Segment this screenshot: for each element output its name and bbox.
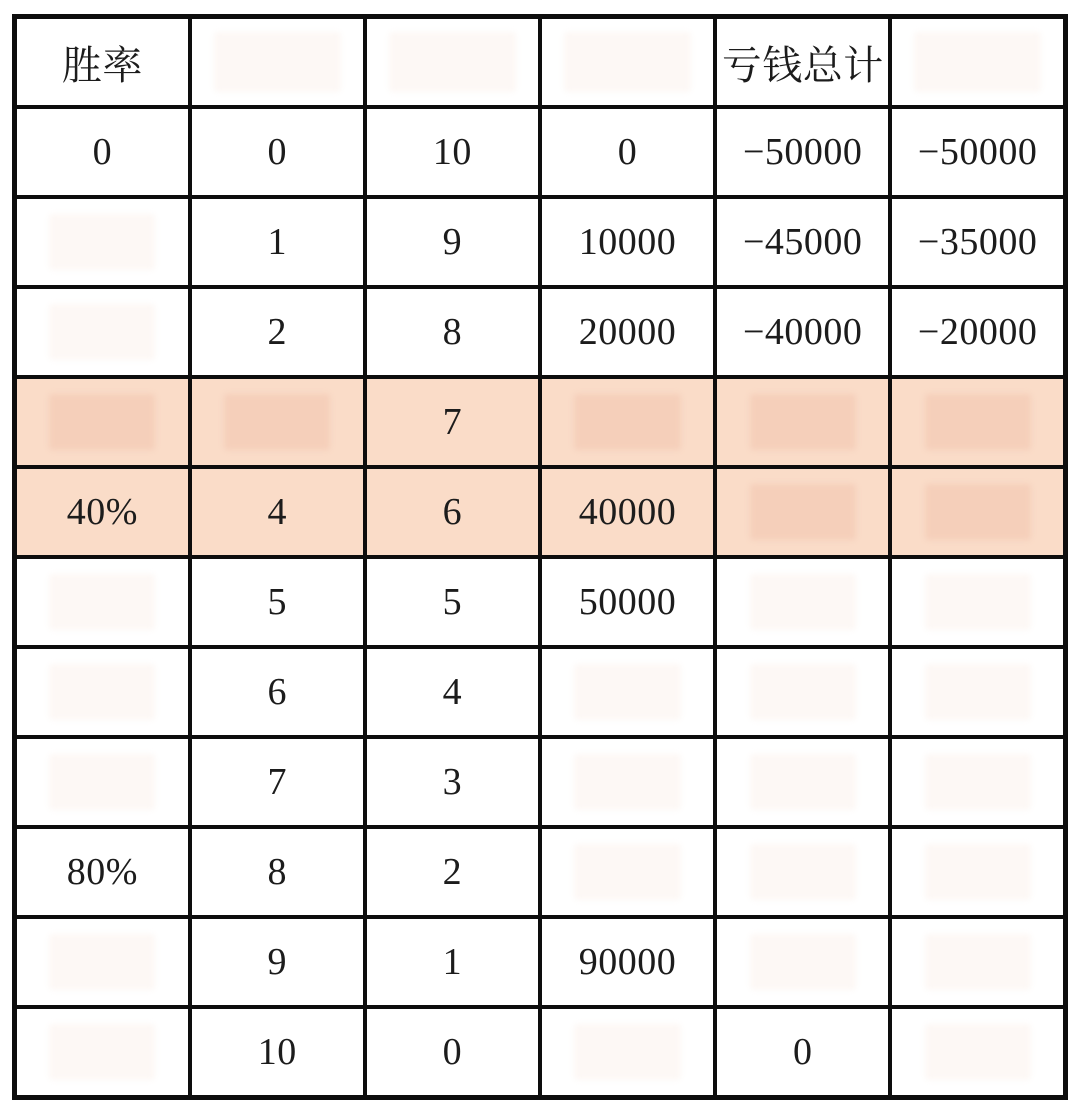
table-cell [890, 737, 1065, 827]
cell-value: 10000 [578, 221, 677, 263]
table-cell [190, 647, 365, 737]
table-cell [190, 287, 365, 377]
redacted-cell-remnant [49, 934, 155, 990]
cell-value: 3 [442, 761, 463, 803]
table-row [15, 917, 1066, 1007]
table-cell [190, 917, 365, 1007]
redacted-cell-remnant [49, 304, 155, 360]
redacted-cell-remnant [574, 394, 680, 450]
table-cell [365, 557, 540, 647]
redacted-cell-remnant [49, 754, 155, 810]
table-cell [190, 737, 365, 827]
cell-value: −20000 [917, 311, 1038, 353]
cell-value: 5 [267, 581, 287, 623]
cell-value: −50000 [917, 131, 1038, 173]
table-cell [540, 557, 715, 647]
cell-value: −50000 [742, 131, 863, 173]
table-cell [890, 917, 1065, 1007]
table-cell [715, 647, 890, 737]
table-cell [715, 827, 890, 917]
table-row [15, 377, 1066, 467]
cell-value: −35000 [917, 221, 1038, 263]
table-row [15, 647, 1066, 737]
redacted-cell-remnant [925, 754, 1031, 810]
cell-value: 8 [442, 311, 463, 353]
table-cell [190, 377, 365, 467]
table-row [15, 107, 1066, 197]
cell-value: 10 [257, 1030, 297, 1073]
redacted-cell-remnant [750, 754, 856, 810]
table-cell [540, 107, 715, 197]
table-cell [540, 737, 715, 827]
worksheet-table [12, 14, 1068, 1100]
table-cell [15, 467, 190, 557]
redacted-cell-remnant [574, 844, 680, 900]
table-body [15, 17, 1066, 1098]
table-row [15, 287, 1066, 377]
cell-value: 8 [267, 851, 287, 893]
cell-value: −40000 [742, 311, 863, 353]
cell-value: 0 [442, 1030, 463, 1073]
redacted-cell-remnant [49, 394, 155, 450]
table-cell [890, 287, 1065, 377]
table-cell [15, 647, 190, 737]
redacted-cell-remnant [49, 574, 155, 630]
table-cell [190, 197, 365, 287]
header-cell [890, 17, 1065, 108]
cell-value: 0 [92, 131, 113, 173]
cell-value: 50000 [578, 581, 677, 623]
cell-value: 1 [442, 941, 463, 983]
table-row [15, 467, 1066, 557]
redacted-cell-remnant [49, 1024, 155, 1080]
redacted-cell-remnant [925, 574, 1031, 630]
cell-value: 0 [617, 131, 638, 173]
redacted-cell-remnant [750, 664, 856, 720]
table-row [15, 197, 1066, 287]
redacted-cell-remnant [750, 574, 856, 630]
cell-value: 4 [442, 671, 463, 713]
table-cell [715, 197, 890, 287]
table-cell [365, 827, 540, 917]
table-row [15, 827, 1066, 917]
header-cell [715, 17, 890, 108]
table-cell [365, 467, 540, 557]
table-cell [365, 377, 540, 467]
redacted-cell-remnant [925, 1024, 1031, 1080]
redacted-cell-remnant [49, 214, 155, 270]
cell-value: 90000 [578, 941, 677, 983]
table-cell [890, 1007, 1065, 1097]
table-cell [365, 287, 540, 377]
table-cell [890, 647, 1065, 737]
table-cell [15, 827, 190, 917]
table-cell [15, 377, 190, 467]
header-cell-label: 亏钱总计 [721, 42, 884, 88]
table-cell [715, 107, 890, 197]
cell-value: 6 [267, 671, 287, 713]
table-cell [190, 557, 365, 647]
cell-value: 40% [66, 491, 138, 533]
cell-value: 9 [442, 221, 463, 263]
cell-value: 7 [442, 401, 463, 443]
table-cell [890, 467, 1065, 557]
header-cell-label: 胜率 [61, 42, 143, 88]
redacted-cell-remnant [925, 844, 1031, 900]
redacted-cell-remnant [574, 664, 680, 720]
table-cell [890, 827, 1065, 917]
table-cell [190, 107, 365, 197]
table-cell [890, 107, 1065, 197]
table-cell [15, 557, 190, 647]
redacted-cell-remnant [574, 1024, 680, 1080]
table-cell [15, 287, 190, 377]
redacted-cell-remnant [750, 844, 856, 900]
cell-value: −45000 [742, 221, 863, 263]
cell-value: 80% [66, 851, 138, 893]
table-cell [15, 1007, 190, 1097]
header-cell [365, 17, 540, 108]
table-cell [715, 377, 890, 467]
cell-value: 0 [267, 131, 287, 173]
cell-value: 9 [267, 941, 287, 983]
table-cell [540, 467, 715, 557]
cell-value: 5 [442, 581, 463, 623]
table-cell [540, 647, 715, 737]
table-cell [890, 377, 1065, 467]
table-cell [365, 647, 540, 737]
table-cell [540, 917, 715, 1007]
table-cell [15, 197, 190, 287]
redacted-cell-remnant [389, 32, 516, 92]
redacted-cell-remnant [574, 754, 680, 810]
table-cell [365, 107, 540, 197]
table-cell [190, 1007, 365, 1097]
table-cell [365, 917, 540, 1007]
table-cell [190, 827, 365, 917]
redacted-cell-remnant [925, 664, 1031, 720]
table-row [15, 557, 1066, 647]
cell-value: 1 [267, 221, 287, 263]
table-header-row [15, 17, 1066, 108]
table-cell [15, 737, 190, 827]
table-cell [15, 107, 190, 197]
redacted-cell-remnant [224, 394, 330, 450]
cell-value: 6 [442, 491, 463, 533]
header-cell [15, 17, 190, 108]
table-cell [540, 1007, 715, 1097]
table-row [15, 1007, 1066, 1097]
redacted-cell-remnant [750, 934, 856, 990]
redacted-cell-remnant [925, 484, 1031, 540]
redacted-cell-remnant [750, 394, 856, 450]
redacted-cell-remnant [750, 484, 856, 540]
table-cell [715, 287, 890, 377]
table-cell [715, 917, 890, 1007]
cell-value: 2 [267, 311, 287, 353]
redacted-cell-remnant [49, 664, 155, 720]
table-cell [540, 827, 715, 917]
table-cell [715, 1007, 890, 1097]
table-cell [365, 1007, 540, 1097]
cell-value: 20000 [578, 311, 677, 353]
cell-value: 10 [432, 131, 472, 173]
cell-value: 0 [792, 1030, 813, 1073]
cell-value: 7 [267, 761, 287, 803]
redacted-cell-remnant [925, 934, 1031, 990]
table-row [15, 737, 1066, 827]
cell-value: 4 [267, 491, 287, 533]
redacted-cell-remnant [914, 32, 1040, 92]
table-cell [715, 467, 890, 557]
redacted-cell-remnant [925, 394, 1031, 450]
header-cell [190, 17, 365, 108]
table-cell [540, 377, 715, 467]
table-cell [15, 917, 190, 1007]
table-cell [715, 737, 890, 827]
table-cell [890, 197, 1065, 287]
table-cell [190, 467, 365, 557]
table-cell [715, 557, 890, 647]
table-cell [540, 197, 715, 287]
redacted-cell-remnant [564, 32, 691, 92]
table-cell [890, 557, 1065, 647]
table-cell [540, 287, 715, 377]
header-cell [540, 17, 715, 108]
cell-value: 40000 [578, 491, 677, 533]
cell-value: 2 [442, 851, 463, 893]
table-cell [365, 197, 540, 287]
table-cell [365, 737, 540, 827]
redacted-cell-remnant [214, 32, 341, 92]
